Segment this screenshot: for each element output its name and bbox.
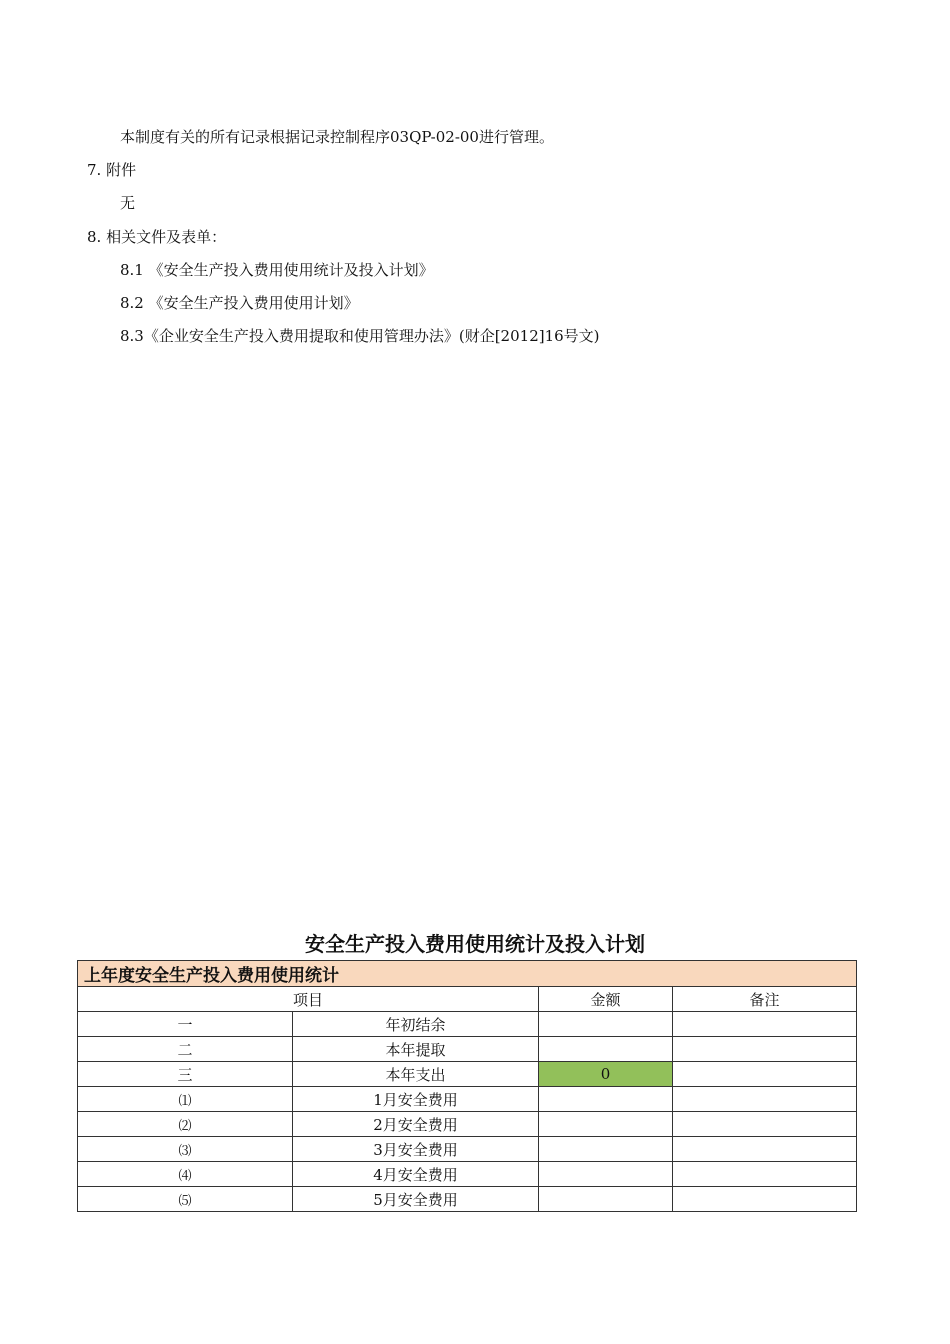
attachments-none: 无 — [120, 194, 136, 212]
table-row — [78, 1062, 857, 1087]
row-item: 3月安全费用 — [293, 1137, 539, 1162]
row-amount[interactable] — [539, 1162, 673, 1187]
row-item: 本年提取 — [293, 1037, 539, 1062]
row-note[interactable] — [673, 1112, 857, 1137]
row-note[interactable] — [673, 1137, 857, 1162]
row-item: 5月安全费用 — [293, 1187, 539, 1212]
row-amount[interactable] — [539, 1037, 673, 1062]
table-row — [78, 1012, 857, 1037]
section-8-heading: 8. 相关文件及表单： — [87, 228, 227, 246]
row-number: 三 — [78, 1062, 293, 1087]
row-number: ⑵ — [78, 1112, 293, 1137]
row-amount[interactable] — [539, 1012, 673, 1037]
column-header-row — [78, 987, 857, 1012]
row-number: ⑴ — [78, 1087, 293, 1112]
table-title: 安全生产投入费用使用统计及投入计划 — [305, 932, 645, 956]
row-number: 二 — [78, 1037, 293, 1062]
header-amount: 金额 — [539, 987, 673, 1012]
records-paragraph: 本制度有关的所有记录根据记录控制程序03QP-02-00进行管理。 — [120, 128, 554, 146]
row-amount[interactable] — [539, 1137, 673, 1162]
row-item: 本年支出 — [293, 1062, 539, 1087]
row-amount[interactable] — [539, 1112, 673, 1137]
row-item: 年初结余 — [293, 1012, 539, 1037]
table-row — [78, 1162, 857, 1187]
row-item: 2月安全费用 — [293, 1112, 539, 1137]
row-item: 1月安全费用 — [293, 1087, 539, 1112]
table-row — [78, 1187, 857, 1212]
row-number: ⑸ — [78, 1187, 293, 1212]
header-note: 备注 — [673, 987, 857, 1012]
row-amount[interactable] — [539, 1187, 673, 1212]
reference-8-1: 8.1 《安全生产投入费用使用统计及投入计划》 — [120, 261, 434, 279]
row-amount[interactable] — [539, 1087, 673, 1112]
reference-8-2: 8.2 《安全生产投入费用使用计划》 — [120, 294, 359, 312]
row-item: 4月安全费用 — [293, 1162, 539, 1187]
row-note[interactable] — [673, 1187, 857, 1212]
row-note[interactable] — [673, 1012, 857, 1037]
row-number: ⑶ — [78, 1137, 293, 1162]
row-note[interactable] — [673, 1162, 857, 1187]
row-amount-highlighted[interactable]: 0 — [539, 1062, 673, 1087]
section-header-row — [78, 961, 857, 987]
row-note[interactable] — [673, 1087, 857, 1112]
statistics-table — [77, 960, 857, 1212]
table-row — [78, 1037, 857, 1062]
section-header: 上年度安全生产投入费用使用统计 — [78, 961, 857, 987]
table-row — [78, 1137, 857, 1162]
row-note[interactable] — [673, 1062, 857, 1087]
row-note[interactable] — [673, 1037, 857, 1062]
table-row — [78, 1112, 857, 1137]
header-item: 项目 — [78, 987, 539, 1012]
row-number: 一 — [78, 1012, 293, 1037]
section-7-heading: 7. 附件 — [87, 161, 137, 179]
table-row — [78, 1087, 857, 1112]
reference-8-3: 8.3《企业安全生产投入费用提取和使用管理办法》(财企[2012]16号文) — [120, 327, 600, 345]
row-number: ⑷ — [78, 1162, 293, 1187]
